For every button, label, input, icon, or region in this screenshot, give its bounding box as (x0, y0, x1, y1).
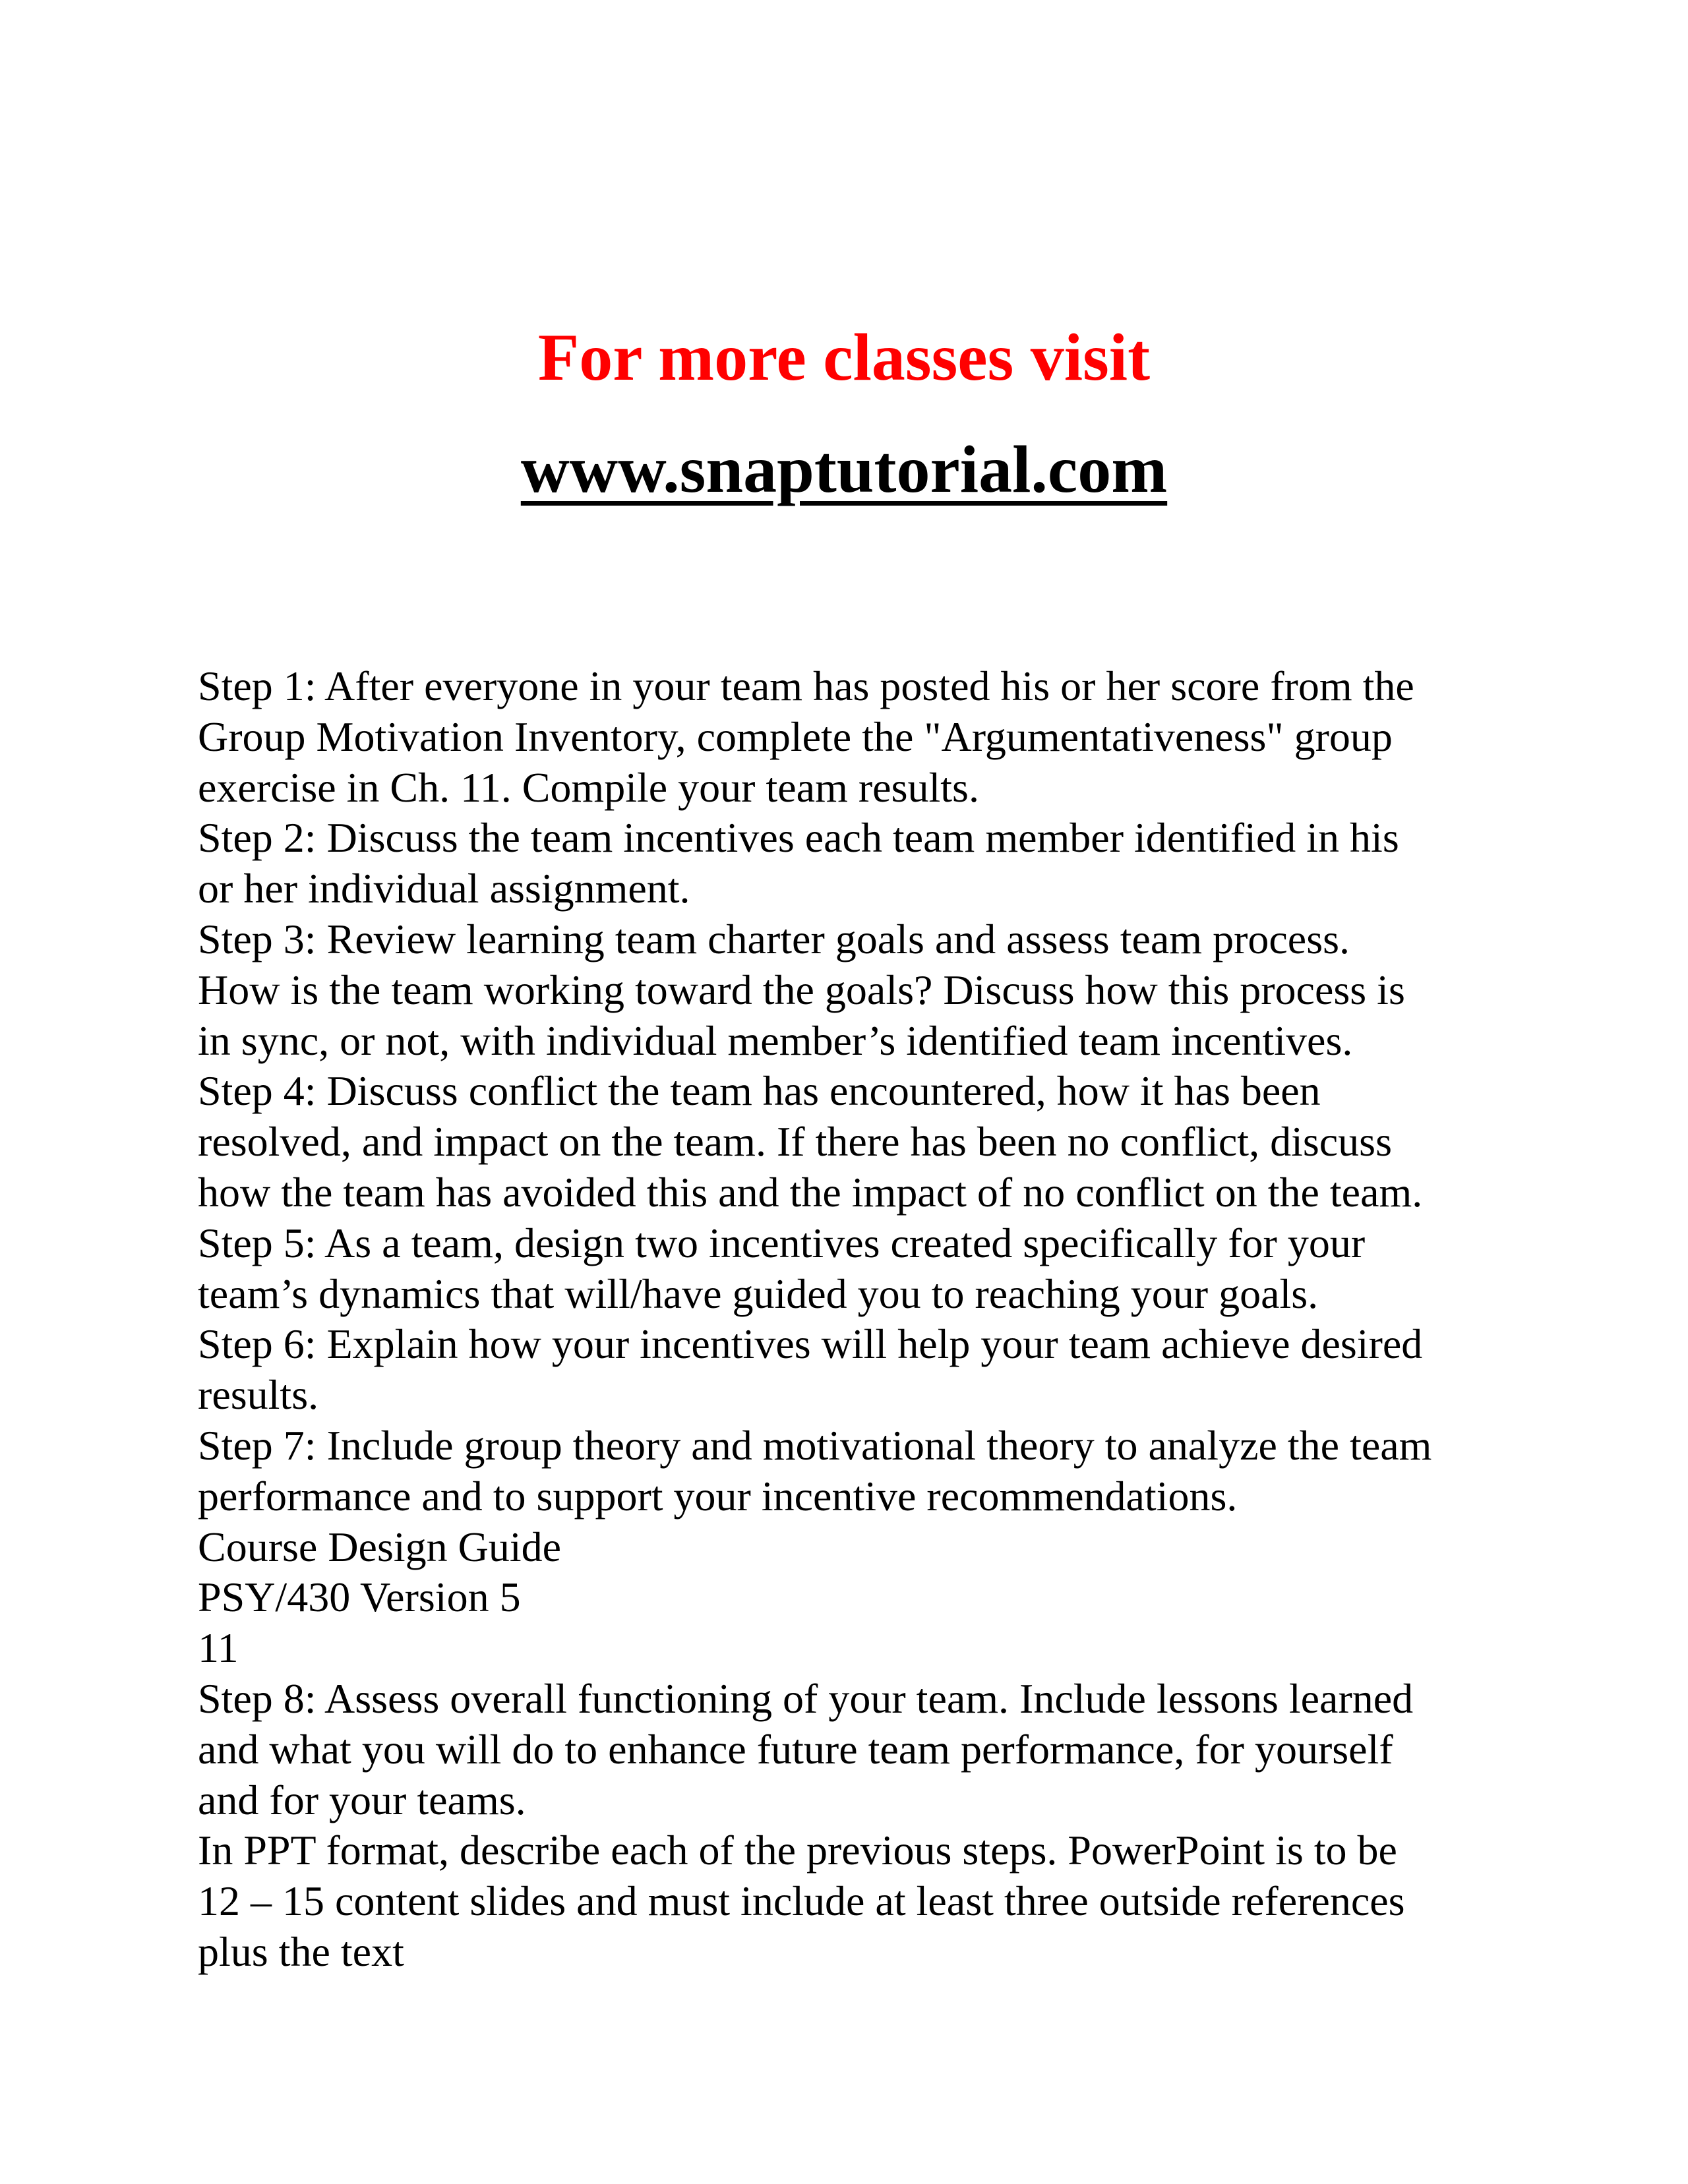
text-line: Step 1: After everyone in your team has posted his or her score from the (198, 663, 1414, 709)
promo-title: For more classes visit (537, 320, 1151, 395)
text-line: how the team has avoided this and the impact of no conflict on the team. (198, 1168, 1423, 1216)
text-line: Step 6: Explain how your incentives will help your team achieve desired (198, 1320, 1423, 1368)
text-line: Course Design Guide (198, 1523, 562, 1570)
website-link[interactable]: www.snaptutorial.com (520, 432, 1168, 507)
assignment-text (198, 661, 1517, 1978)
text-line: Step 5: As a team, design two incentives created specifically for your (198, 1219, 1366, 1266)
text-line: Step 4: Discuss conflict the team has encountered, how it has been (198, 1067, 1321, 1115)
text-line: in sync, or not, with individual member’s identified team incentives. (198, 1017, 1353, 1064)
text-line: performance and to support your incentive recommendations. (198, 1472, 1238, 1520)
text-line: team’s dynamics that will/have guided you to reaching your goals. (198, 1270, 1319, 1317)
page-header (0, 315, 1688, 513)
text-line: Step 2: Discuss the team incentives each team member identified in his (198, 814, 1399, 862)
text-line: Step 7: Include group theory and motivational theory to analyze the team (198, 1421, 1432, 1469)
text-line: How is the team working toward the goals? Discuss how this process is (198, 966, 1405, 1013)
text-line: plus the text (198, 1928, 404, 1975)
text-line: PSY/430 Version 5 (198, 1574, 521, 1621)
text-line: and what you will do to enhance future team performance, for yourself (198, 1725, 1393, 1773)
text-line: exercise in Ch. 11. Compile your team results. (198, 763, 979, 811)
text-line: Step 3: Review learning team charter goals and assess team process. (198, 915, 1350, 962)
text-line: resolved, and impact on the team. If there has been no conflict, discuss (198, 1118, 1392, 1166)
text-line: results. (198, 1371, 319, 1419)
text-line: Group Motivation Inventory, complete the "Argumentativeness" group (198, 713, 1393, 760)
text-line: 12 – 15 content slides and must include at least three outside references (198, 1877, 1405, 1925)
text-line: and for your teams. (198, 1776, 526, 1823)
text-line: In PPT format, describe each of the previous steps. PowerPoint is to be (198, 1827, 1397, 1874)
text-line: Step 8: Assess overall functioning of your team. Include lessons learned (198, 1674, 1414, 1722)
text-line: or her individual assignment. (198, 865, 690, 912)
text-line: 11 (198, 1624, 239, 1672)
